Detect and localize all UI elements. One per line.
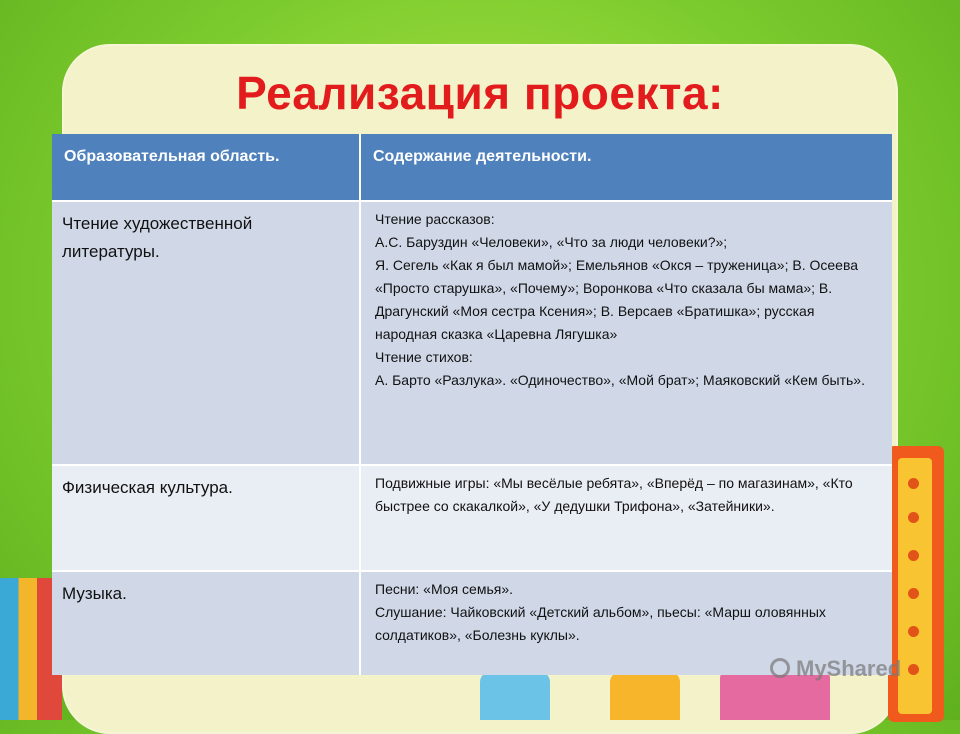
- dot-decoration: [908, 664, 919, 675]
- table-row: [52, 571, 892, 675]
- row-content: [360, 201, 892, 465]
- dot-decoration: [908, 626, 919, 637]
- content-line: А. Барто «Разлука». «Одиночество», «Мой брат»; Маяковский «Кем быть».: [375, 372, 865, 388]
- header-area: Образовательная область.: [52, 134, 360, 201]
- dot-decoration: [908, 478, 919, 489]
- row-content: [360, 465, 892, 571]
- row-area: Физическая культура.: [52, 465, 360, 571]
- content-line: Подвижные игры: «Мы весёлые ребята», «Вперёд – по магазинам», «Кто быстрее со скакалкой», «У дедушки Трифона», «Затейники».: [375, 475, 853, 514]
- dot-decoration: [908, 512, 919, 523]
- letter-block-inner: [898, 458, 932, 714]
- project-table: [52, 134, 892, 675]
- watermark-text: MyShared: [796, 656, 902, 681]
- content-line: Песни: «Моя семья».: [375, 581, 514, 597]
- table-row: [52, 201, 892, 465]
- content-line: Чтение рассказов:: [375, 211, 495, 227]
- content-line: Чтение стихов:: [375, 349, 473, 365]
- table-row: [52, 465, 892, 571]
- content-line: А.С. Баруздин «Человеки», «Что за люди человеки?»;: [375, 234, 728, 250]
- table-header-row: [52, 134, 892, 201]
- content-line: Я. Сегель «Как я был мамой»; Емельянов «Окся – труженица»; В. Осеева «Просто старушка», «Почему»; Воронкова «Что сказала бы мама»; В. Драгунский «Моя сестра Ксения»; В. Версаев «Братишка»; русская народная сказка «Царевна Лягушка»: [375, 257, 859, 342]
- letter-a-decoration: [480, 672, 550, 720]
- dot-decoration: [908, 588, 919, 599]
- row-area: Чтение художественной литературы.: [52, 201, 360, 465]
- dot-decoration: [908, 550, 919, 561]
- header-content: Содержание деятельности.: [360, 134, 892, 201]
- letter-b-decoration: [610, 672, 680, 720]
- page-title: Реализация проекта:: [236, 67, 724, 119]
- row-area: Музыка.: [52, 571, 360, 675]
- watermark-icon: [770, 658, 790, 678]
- content-line: Слушание: Чайковский «Детский альбом», пьесы: «Марш оловянных солдатиков», «Болезнь куклы».: [375, 604, 826, 643]
